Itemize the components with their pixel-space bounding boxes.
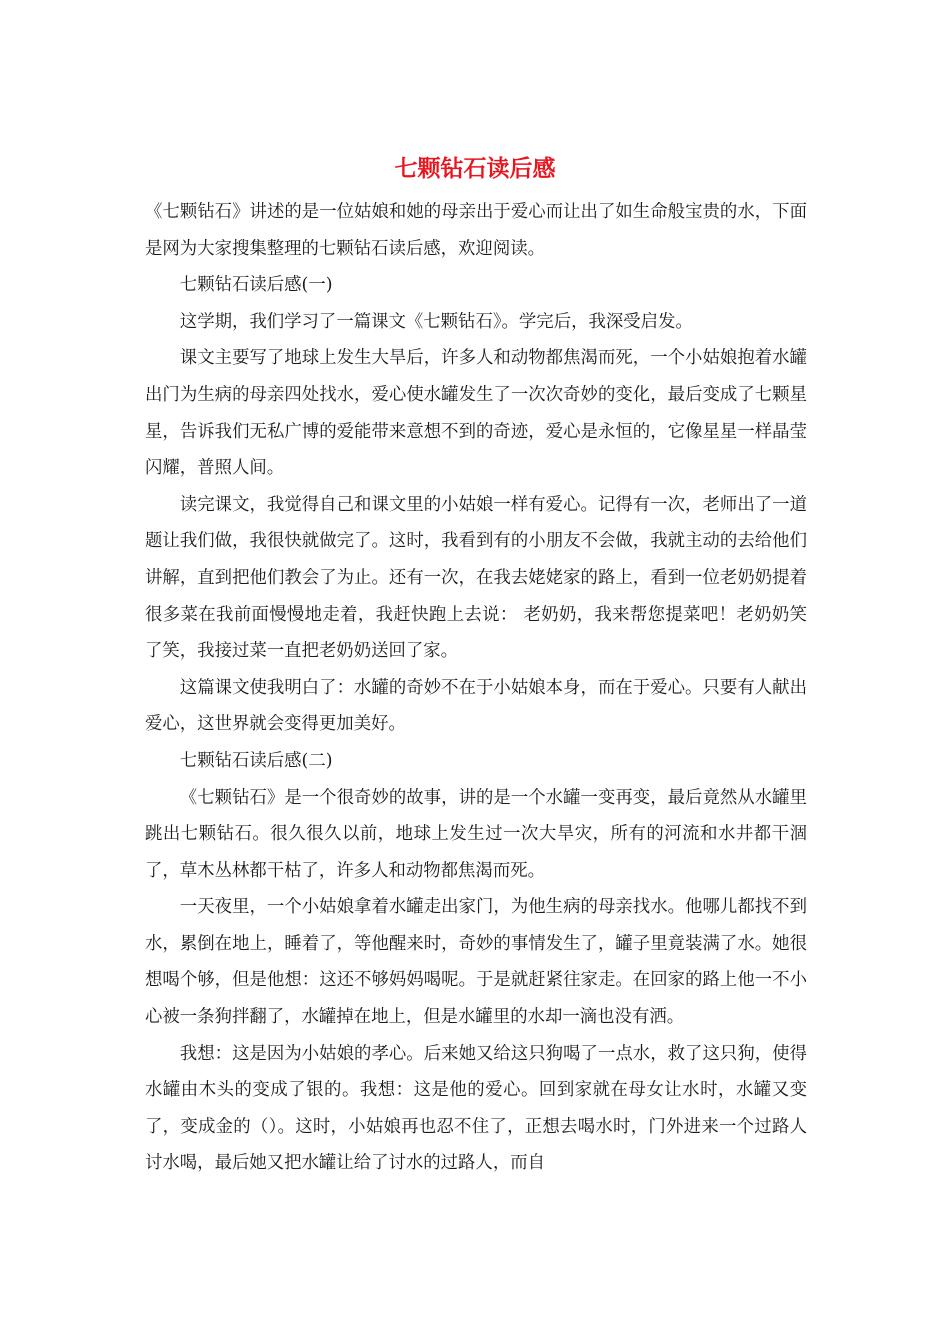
section1-paragraph-2: 课文主要写了地球上发生大旱后，许多人和动物都焦渴而死，一个小姑娘抱着水罐出门为生病的母亲四处找水，爱心使水罐发生了一次次奇妙的变化，最后变成了七颗星星，告诉我们无私广博的爱能带来意想不到的奇迹，爱心是永恒的，它像星星一样晶莹闪耀，普照人间。 <box>145 348 807 479</box>
section-heading-2: 七颗钻石读后感(二) <box>179 750 333 771</box>
section1-paragraph-1: 这学期，我们学习了一篇课文《七颗钻石》。学完后，我深受启发。 <box>179 311 693 332</box>
document-title: 七颗钻石读后感 <box>394 155 556 182</box>
section-heading-1: 七颗钻石读后感(一) <box>179 275 333 296</box>
intro-paragraph: 《七颗钻石》讲述的是一位姑娘和她的母亲出于爱心而让出了如生命般宝贵的水，下面是网为大家搜集整理的七颗钻石读后感，欢迎阅读。 <box>145 202 807 259</box>
section1-paragraph-3: 读完课文，我觉得自己和课文里的小姑娘一样有爱心。记得有一次，老师出了一道题让我们做，我很快就做完了。这时，我看到有的小朋友不会做，我就主动的去给他们讲解，直到把他们教会了为止。还有一次，在我去姥姥家的路上，看到一位老奶奶提着很多菜在我前面慢慢地走着，我赶快跑上去说： 老奶奶，我来帮您提菜吧！老奶奶笑了笑，我接过菜一直把老奶奶送回了家。 <box>145 494 807 662</box>
document-body <box>145 194 807 1182</box>
section1-paragraph-4: 这篇课文使我明白了：水罐的奇妙不在于小姑娘本身，而在于爱心。只要有人献出爱心，这世界就会变得更加美好。 <box>145 677 807 735</box>
section2-paragraph-3: 我想：这是因为小姑娘的孝心。后来她又给这只狗喝了一点水，救了这只狗，使得水罐由木头的变成了银的。我想：这是他的爱心。回到家就在母女让水时，水罐又变了，变成金的（）。这时，小姑娘再也忍不住了，正想去喝水时，门外进来一个过路人讨水喝，最后她又把水罐让给了讨水的过路人，而自 <box>145 1043 807 1174</box>
section2-paragraph-2: 一天夜里，一个小姑娘拿着水罐走出家门，为他生病的母亲找水。他哪儿都找不到水，累倒在地上，睡着了，等他醒来时，奇妙的事情发生了，罐子里竟装满了水。她很想喝个够，但是他想：这还不够妈妈喝呢。于是就赶紧往家走。在回家的路上他一不小心被一条狗拌翻了，水罐掉在地上，但是水罐里的水却一滴也没有洒。 <box>145 897 807 1028</box>
section2-paragraph-1: 《七颗钻石》是一个很奇妙的故事，讲的是一个水罐一变再变，最后竟然从水罐里跳出七颗钻石。很久很久以前，地球上发生过一次大旱灾，所有的河流和水井都干涸了，草木丛林都干枯了，许多人和动物都焦渴而死。 <box>145 787 807 881</box>
